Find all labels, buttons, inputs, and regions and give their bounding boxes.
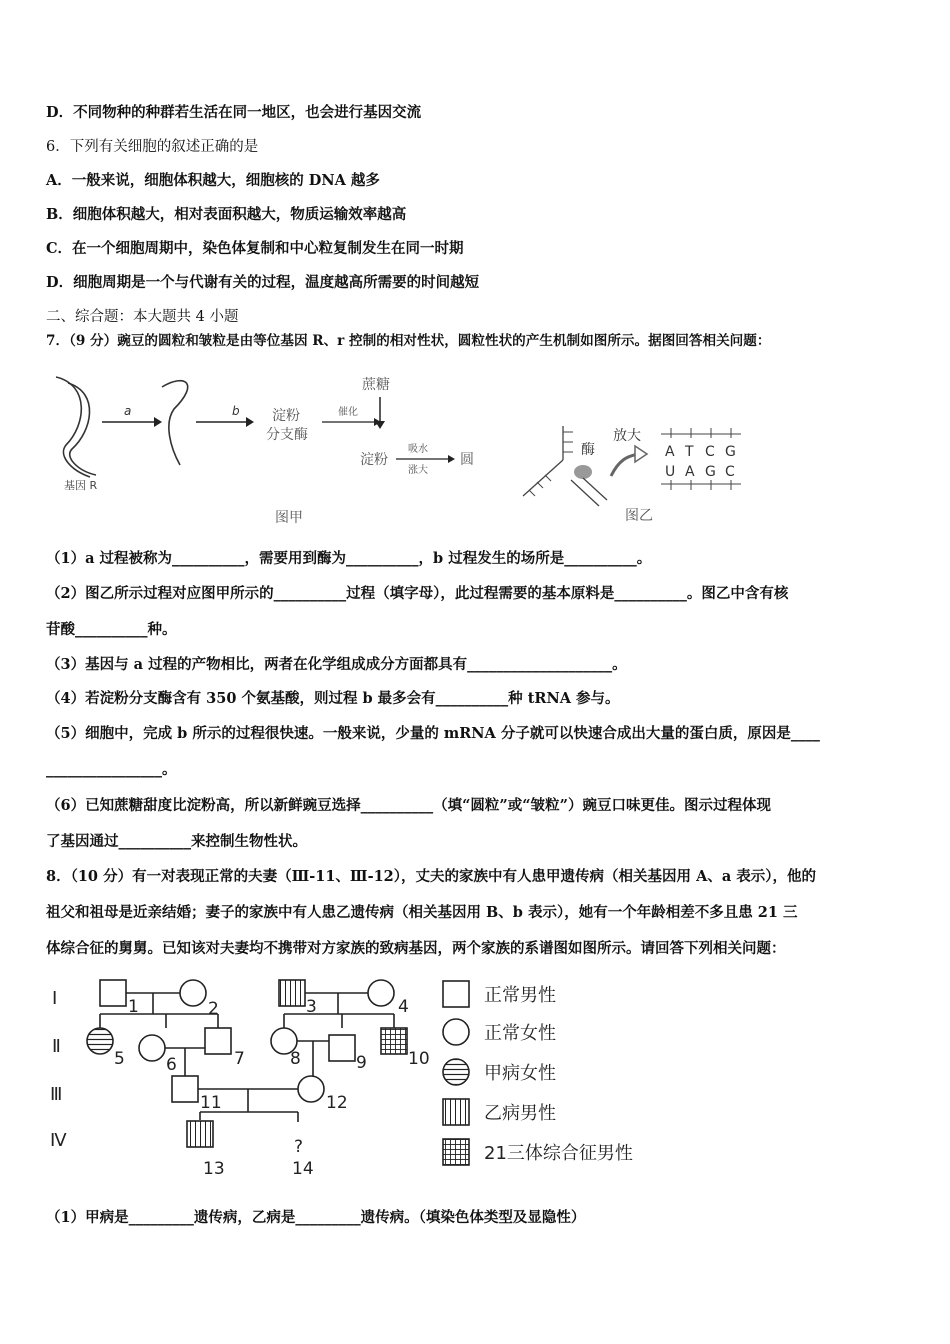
base-row2-3: C bbox=[725, 464, 735, 480]
catalyze-label: 催化 bbox=[338, 407, 358, 418]
option-d-prev: D．不同物种的种群若生活在同一地区，也会进行基因交流 bbox=[46, 104, 422, 121]
gen-label-1: Ⅰ bbox=[52, 988, 58, 1009]
base-row2-1: A bbox=[685, 464, 695, 480]
q7-part3: （3）基因与 a 过程的产物相比，两者在化学组成成分方面都具有____________________。 bbox=[46, 656, 627, 673]
person-11 bbox=[172, 1076, 198, 1102]
base-row1-2: C bbox=[705, 444, 715, 460]
person-6 bbox=[139, 1035, 165, 1061]
question-6-option-c: C．在一个细胞周期中，染色体复制和中心粒复制发生在同一时期 bbox=[46, 240, 464, 257]
person-label-4: 4 bbox=[398, 997, 409, 1017]
q7-part6-line1: （6）已知蔗糖甜度比淀粉高，所以新鲜豌豆选择__________（填“圆粒”或“皱粒”）豌豆口味更佳。图示过程体现 bbox=[46, 797, 771, 814]
person-label-11: 11 bbox=[200, 1093, 222, 1113]
person-label-1: 1 bbox=[128, 997, 139, 1017]
gene-strand-2 bbox=[68, 383, 96, 475]
swell-label: 涨大 bbox=[408, 465, 428, 476]
legend-symbol-3 bbox=[443, 1059, 469, 1085]
enzyme-label: 酶 bbox=[581, 442, 595, 458]
absorb-label: 吸水 bbox=[408, 444, 428, 455]
section-heading: 二、综合题：本大题共 4 小题 bbox=[46, 309, 239, 325]
figure-jia-caption: 图甲 bbox=[275, 510, 303, 526]
person-10 bbox=[381, 1028, 407, 1054]
pedigree-chart bbox=[48, 972, 668, 1184]
person-label-7: 7 bbox=[234, 1049, 245, 1069]
person-label-6: 6 bbox=[166, 1055, 177, 1075]
enzyme-label-2: 分支酶 bbox=[266, 427, 308, 443]
question-7-stem: 7．（9 分）豌豆的圆粒和皱粒是由等位基因 R、r 控制的相对性状，圆粒性状的产生机制如图所示。据图回答相关问题： bbox=[46, 333, 771, 349]
q7-part1: （1）a 过程被称为__________，需要用到酶为__________，b 过程发生的场所是__________。 bbox=[46, 550, 652, 567]
person-label-14: 14 bbox=[292, 1159, 314, 1179]
person-label-2: 2 bbox=[208, 999, 219, 1019]
person-label-12: 12 bbox=[326, 1093, 348, 1113]
absorb-arrow-icon bbox=[448, 455, 455, 463]
q7-part2-line2: 苷酸__________种。 bbox=[46, 621, 177, 638]
person-7 bbox=[205, 1028, 231, 1054]
person-4 bbox=[368, 980, 394, 1006]
arrow-a-icon bbox=[154, 417, 162, 427]
base-row1-0: A bbox=[665, 444, 675, 460]
gen-label-2: Ⅱ bbox=[52, 1036, 61, 1057]
person-12 bbox=[298, 1076, 324, 1102]
person-14-unknown: ? bbox=[294, 1137, 304, 1157]
person-label-8: 8 bbox=[290, 1049, 301, 1069]
person-3 bbox=[279, 980, 305, 1006]
q7-part5-line1: （5）细胞中，完成 b 所示的过程很快速。一般来说，少量的 mRNA 分子就可以快速合成出大量的蛋白质，原因是____ bbox=[46, 725, 820, 742]
base-row1-3: G bbox=[725, 444, 736, 460]
enzyme-blob-icon bbox=[574, 465, 592, 479]
q8-stem-line1: 8．（10 分）有一对表现正常的夫妻（Ⅲ-11、Ⅲ-12），丈夫的家族中有人患甲遗传病（相关基因用 A、a 表示），他的 bbox=[46, 868, 817, 885]
round-label: 圆 bbox=[460, 452, 474, 468]
legend-label-5: 21三体综合征男性 bbox=[484, 1143, 633, 1164]
q7-part2-line1: （2）图乙所示过程对应图甲所示的__________过程（填字母），此过程需要的基本原料是__________。图乙中含有核 bbox=[46, 585, 789, 602]
person-5 bbox=[87, 1028, 113, 1054]
legend-label-1: 正常男性 bbox=[484, 985, 556, 1006]
person-label-5: 5 bbox=[114, 1049, 125, 1069]
arrow-a-label: a bbox=[124, 404, 132, 418]
legend-label-3: 甲病女性 bbox=[484, 1063, 556, 1084]
arrow-b-label: b bbox=[232, 404, 240, 418]
person-2 bbox=[180, 980, 206, 1006]
person-9 bbox=[329, 1035, 355, 1061]
enlarge-label: 放大 bbox=[613, 428, 641, 444]
gen-label-3: Ⅲ bbox=[50, 1084, 63, 1105]
mrna-strand bbox=[162, 381, 188, 465]
base-row2-2: G bbox=[705, 464, 716, 480]
enzyme-label-1: 淀粉 bbox=[272, 408, 300, 424]
person-label-10: 10 bbox=[408, 1049, 430, 1069]
base-row1-1: T bbox=[685, 444, 694, 460]
legend-label-4: 乙病男性 bbox=[484, 1103, 556, 1124]
person-1 bbox=[100, 980, 126, 1006]
legend-symbol-1 bbox=[443, 981, 469, 1007]
base-row2-0: U bbox=[665, 464, 676, 480]
person-label-9: 9 bbox=[356, 1053, 367, 1073]
arrow-b-icon bbox=[246, 417, 254, 427]
enlarge-arrow-icon bbox=[635, 446, 647, 462]
legend-symbol-4 bbox=[443, 1099, 469, 1125]
question-6-option-a: A．一般来说，细胞体积越大，细胞核的 DNA 越多 bbox=[46, 172, 380, 189]
starch-label: 淀粉 bbox=[360, 452, 388, 468]
q7-part4: （4）若淀粉分支酶含有 350 个氨基酸，则过程 b 最多会有__________种 tRNA 参与。 bbox=[46, 690, 620, 707]
question-6-option-b: B．细胞体积越大，相对表面积越大，物质运输效率越高 bbox=[46, 206, 407, 223]
legend-symbol-2 bbox=[443, 1019, 469, 1045]
q8-stem-line3: 体综合征的舅舅。已知该对夫妻均不携带对方家族的致病基因，两个家族的系谱图如图所示。请回答下列相关问题： bbox=[46, 940, 786, 957]
person-label-3: 3 bbox=[306, 997, 317, 1017]
legend-label-2: 正常女性 bbox=[484, 1023, 556, 1044]
figure-yi bbox=[515, 420, 750, 530]
sucrose-label: 蔗糖 bbox=[362, 377, 390, 393]
question-6-option-d: D．细胞周期是一个与代谢有关的过程，温度越高所需要的时间越短 bbox=[46, 274, 480, 291]
gen-label-4: Ⅳ bbox=[50, 1130, 67, 1151]
q7-part6-line2: 了基因通过__________来控制生物性状。 bbox=[46, 833, 307, 850]
legend-symbol-5 bbox=[443, 1139, 469, 1165]
gene-label: 基因 R bbox=[64, 479, 98, 492]
q8-stem-line2: 祖父和祖母是近亲结婚；妻子的家族中有人患乙遗传病（相关基因用 B、b 表示），她有一个年龄相差不多且患 21 三 bbox=[46, 904, 798, 921]
figure-yi-caption: 图乙 bbox=[625, 508, 653, 524]
person-13 bbox=[187, 1121, 213, 1147]
question-6-stem: 6．下列有关细胞的叙述正确的是 bbox=[46, 139, 259, 155]
person-label-13: 13 bbox=[203, 1159, 225, 1179]
q7-part5-line2: ________________。 bbox=[46, 761, 177, 778]
figure-jia bbox=[50, 365, 490, 535]
q8-part1: （1）甲病是_________遗传病，乙病是_________遗传病。（填染色体类型及显隐性） bbox=[46, 1209, 586, 1226]
